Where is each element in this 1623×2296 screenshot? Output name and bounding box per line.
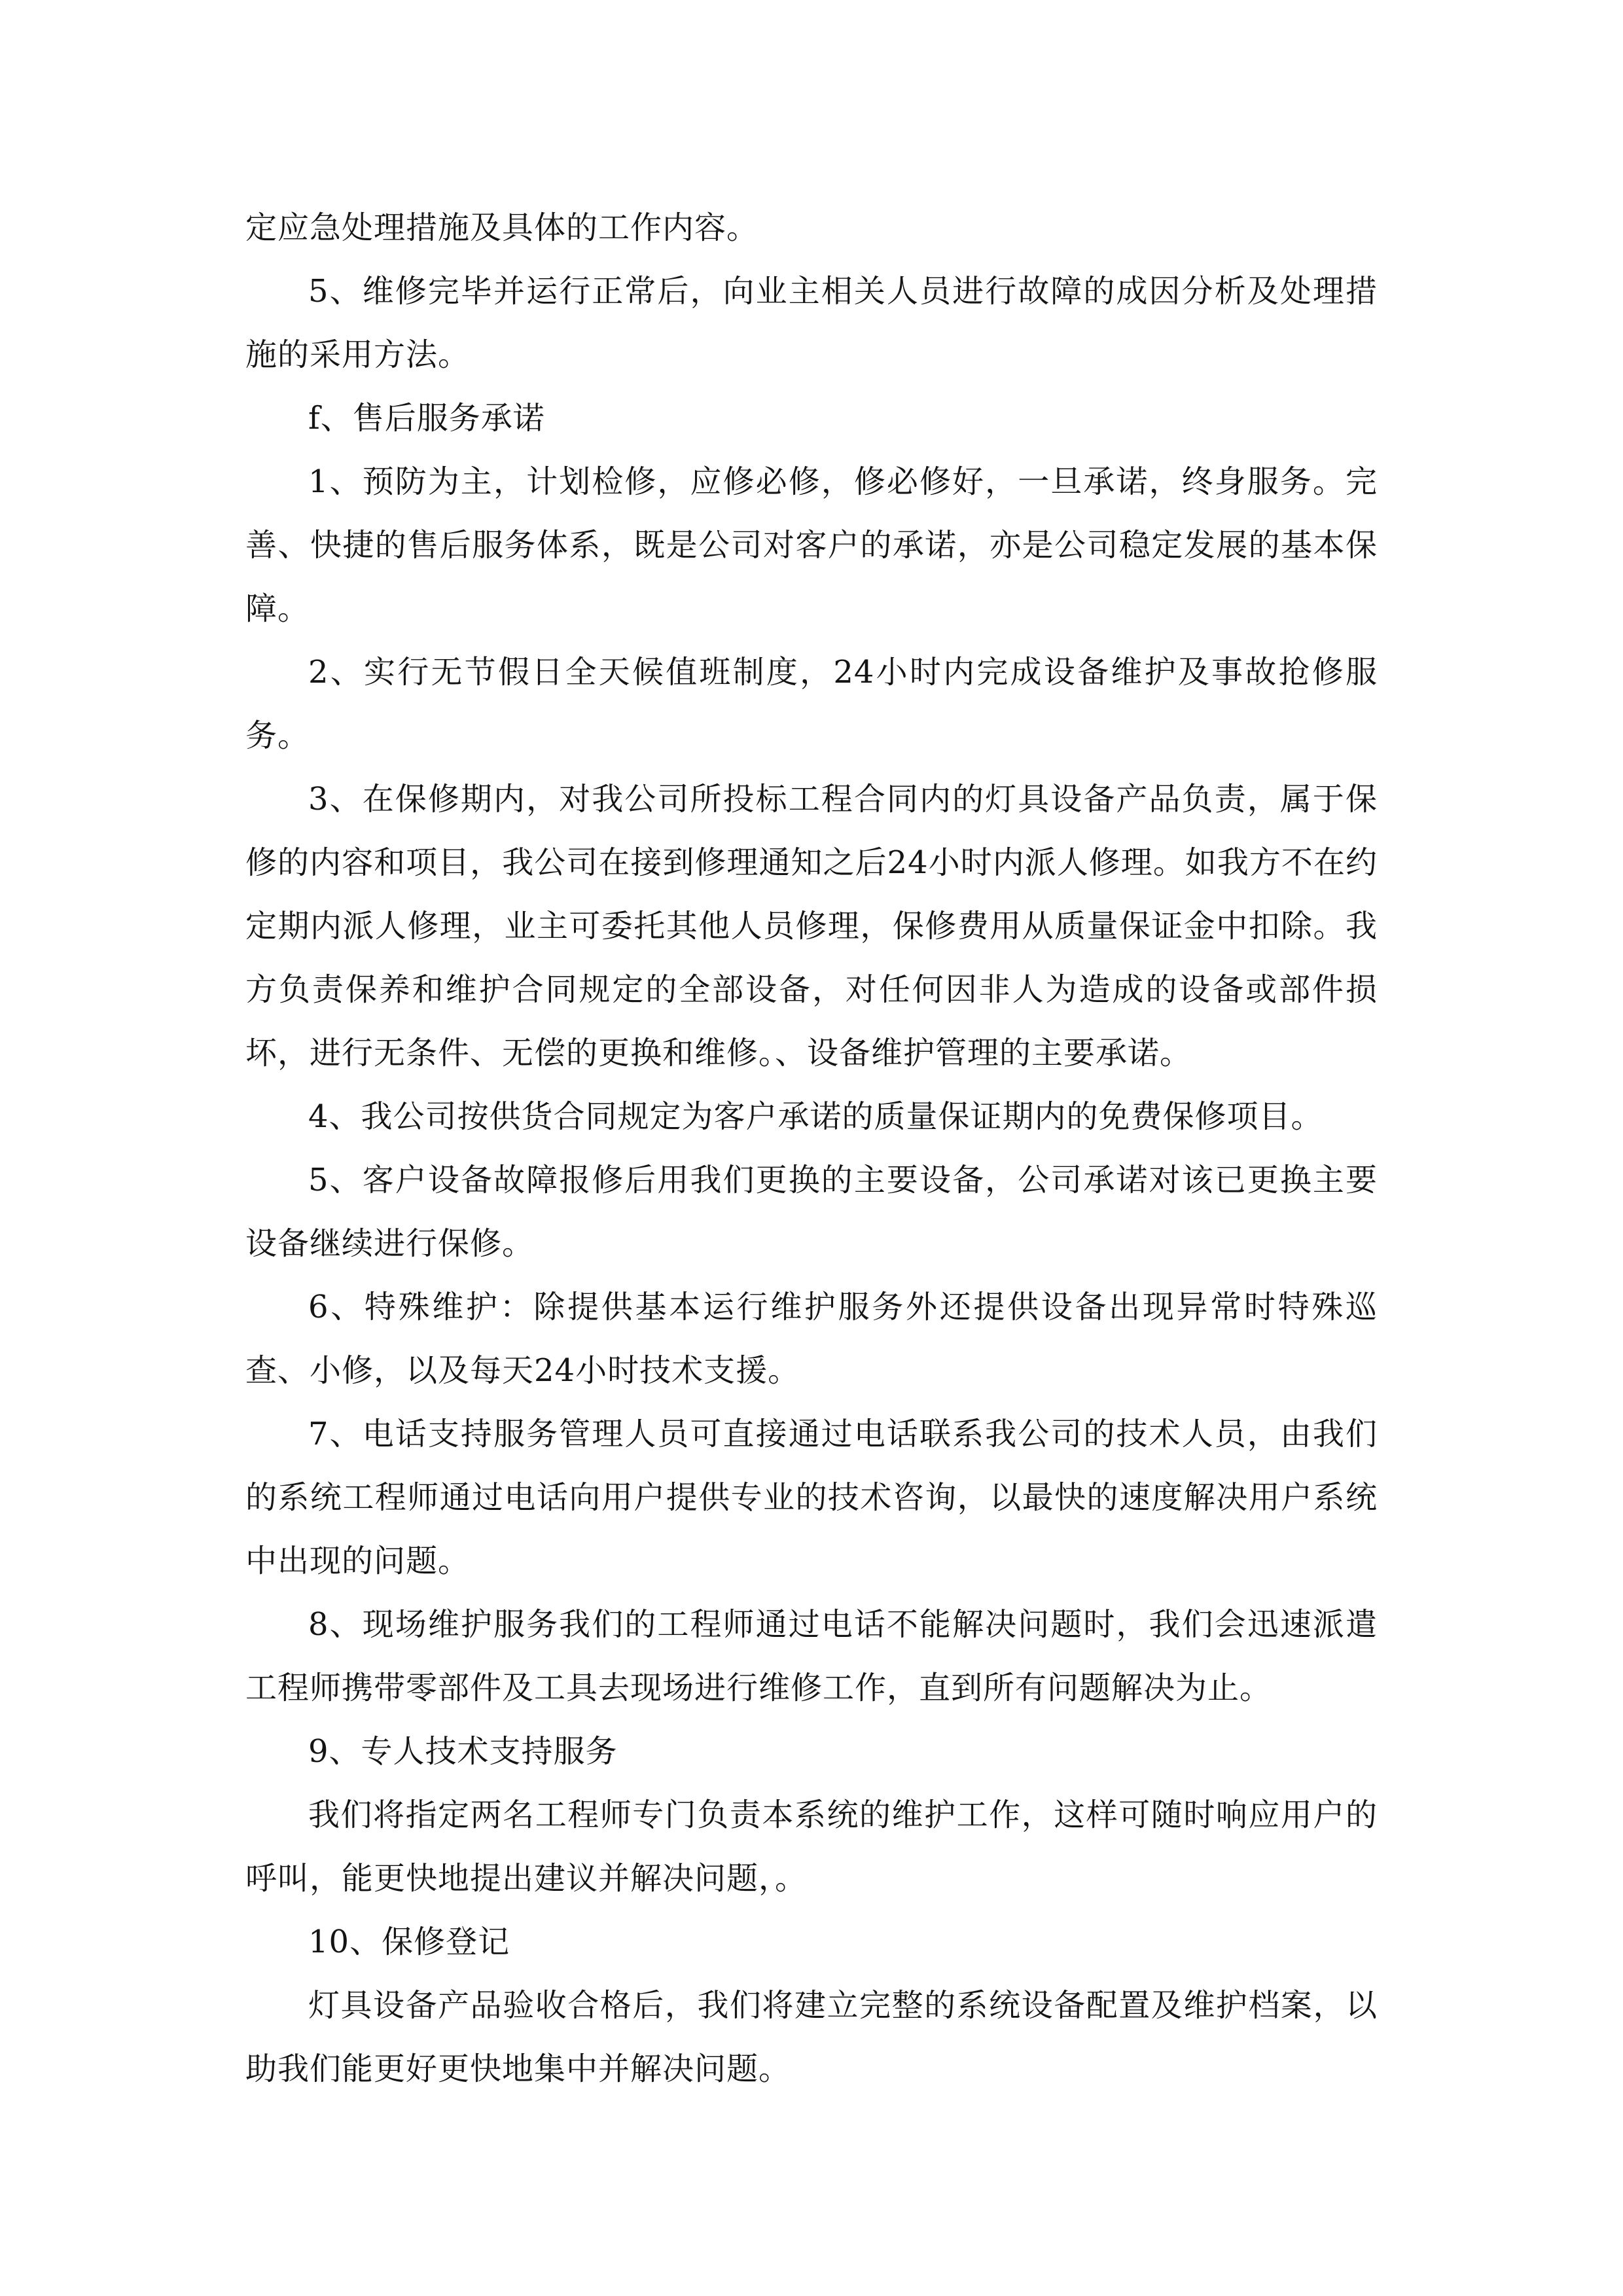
paragraph-item-10-heading: 10、保修登记 (308, 1924, 510, 1960)
section-heading-after-sales: f、售后服务承诺 (308, 400, 545, 437)
paragraph-item-1: 1、预防为主，计划检修，应修必修，修必修好，一旦承诺，终身服务。完善、快捷的售后服务体系，既是公司对客户的承诺，亦是公司稳定发展的基本保障。 (245, 463, 1378, 627)
paragraph-item-9-heading: 9、专人技术支持服务 (308, 1733, 618, 1770)
paragraph-item-5: 5、客户设备故障报修后用我们更换的主要设备，公司承诺对该已更换主要设备继续进行保修。 (245, 1162, 1378, 1262)
paragraph-item-9-body: 我们将指定两名工程师专门负责本系统的维护工作，这样可随时响应用户的呼叫，能更快地提出建议并解决问题，。 (245, 1797, 1378, 1897)
paragraph-item-5-repair-analysis: 5、维修完毕并运行正常后，向业主相关人员进行故障的成因分析及处理措施的采用方法。 (245, 273, 1378, 373)
paragraph-item-6: 6、特殊维护：除提供基本运行维护服务外还提供设备出现异常时特殊巡查、小修，以及每天24小时技术支援。 (245, 1289, 1378, 1389)
paragraph-continuation: 定应急处理措施及具体的工作内容。 (245, 209, 759, 246)
paragraph-item-2: 2、实行无节假日全天候值班制度，24小时内完成设备维护及事故抢修服务。 (245, 654, 1378, 754)
paragraph-item-3: 3、在保修期内，对我公司所投标工程合同内的灯具设备产品负责，属于保修的内容和项目，我公司在接到修理通知之后24小时内派人修理。如我方不在约定期内派人修理，业主可委托其他人员修理，保修费用从质量保证金中扣除。我方负责保养和维护合同规定的全部设备，对任何因非人为造成的设备或部件损坏，进行无条件、无偿的更换和维修。、设备维护管理的主要承诺。 (245, 781, 1378, 1071)
paragraph-item-10-body: 灯具设备产品验收合格后，我们将建立完整的系统设备配置及维护档案，以助我们能更好更快地集中并解决问题。 (245, 1987, 1378, 2087)
paragraph-item-8: 8、现场维护服务我们的工程师通过电话不能解决问题时，我们会迅速派遣工程师携带零部件及工具去现场进行维修工作，直到所有问题解决为止。 (245, 1606, 1378, 1706)
paragraph-item-4: 4、我公司按供货合同规定为客户承诺的质量保证期内的免费保修项目。 (308, 1098, 1323, 1135)
paragraph-item-7: 7、电话支持服务管理人员可直接通过电话联系我公司的技术人员，由我们的系统工程师通过电话向用户提供专业的技术咨询，以最快的速度解决用户系统中出现的问题。 (245, 1416, 1378, 1579)
document-body (245, 196, 1378, 2101)
